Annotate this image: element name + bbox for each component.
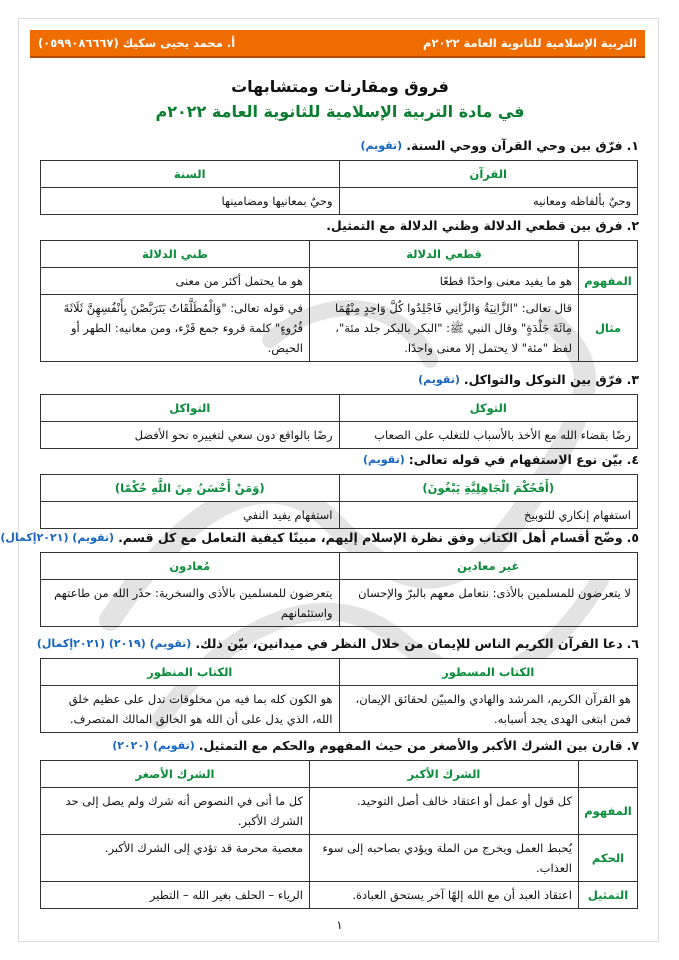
- question-text: فرّق بين التوكل والتواكل.: [463, 372, 623, 387]
- table-cell: كل قول أو عمل أو اعتقاد خالف أصل التوحيد.: [310, 788, 579, 835]
- header-author: أ. محمد يحيى سكيك (٠٥٩٩٠٨٦٦٦٧): [38, 36, 236, 50]
- column-header: التواكل: [41, 395, 340, 422]
- table-q6: [40, 658, 638, 733]
- table-cell: قال تعالى: "الزَّانِيَةُ وَالزَّانِي فَاجْلِدُوا كُلَّ وَاحِدٍ مِنْهُمَا مِائَةَ جَلْدَةٍ" وقال النبي ﷺ: "البكر بالبكر جلد مئة"، لفظ "مئة" لا يحتمل إلا معنى واحدًا.: [310, 295, 579, 362]
- question-number: ٤.: [626, 452, 639, 467]
- sub-title: في مادة التربية الإسلامية للثانوية العامة ٢٠٢٢م: [155, 102, 525, 121]
- table-cell: استفهام يفيد النفي: [41, 502, 340, 529]
- table-q2: [40, 240, 638, 362]
- column-header: مُعادون: [41, 553, 340, 580]
- row-label: المفهوم: [579, 788, 638, 835]
- question-number: ١.: [626, 138, 639, 153]
- question-7: [39, 738, 639, 753]
- table-cell: هو الكون كله بما فيه من مخلوقات تدل على عظيم خلق الله، الذي يدل على أن الله هو الخالق المالك المتصرف.: [41, 686, 340, 733]
- document-titles: [40, 74, 640, 124]
- table-cell: كل ما أتى في النصوص أنه شرك ولم يصل إلى حد الشرك الأكبر.: [41, 788, 310, 835]
- column-header: الكتاب المنظور: [41, 659, 340, 686]
- table-cell: يُحبط العمل ويخرج من الملة ويؤدي بصاحبه إلى سوء العذاب.: [310, 835, 579, 882]
- column-header: الشرك الأصغر: [41, 761, 310, 788]
- column-header: (أَفَحُكْمَ الْجَاهِلِيَّةِ يَبْغُونَ): [339, 475, 638, 502]
- question-text: دعا القرآن الكريم الناس للإيمان من خلال النظر في ميدانين، بيّن ذلك.: [195, 636, 623, 651]
- table-cell: هو القرآن الكريم، المرشد والهادي والمبيّن لحقائق الإيمان، فمن ابتغى الهدى يجد أسبابه.: [339, 686, 638, 733]
- empty-header: [579, 241, 638, 268]
- table-q3: [40, 394, 638, 449]
- table-cell: استفهام إنكاري للتوبيخ: [339, 502, 638, 529]
- row-label: الحكم: [579, 835, 638, 882]
- table-cell: لا يتعرضون للمسلمين بالأذى: نتعامل معهم بالبرّ والإحسان: [339, 580, 638, 627]
- question-text: وضّح أقسام أهل الكتاب وفق نظرة الإسلام إليهم، مبينًا كيفية التعامل مع كل قسم.: [118, 530, 623, 545]
- page-header: [30, 30, 645, 58]
- table-q1: [40, 160, 638, 215]
- table-cell: في قوله تعالى: "وَالْمُطَلَّقَاتُ يَتَرَبَّصْنَ بِأَنْفُسِهِنَّ ثَلَاثَةَ قُرُوءٍ" كلمة قروء جمع قَرْء، ومن معانيه: الطهر أو الحيض.: [41, 295, 310, 362]
- table-q5: [40, 552, 638, 627]
- table-cell: وحيٌ بألفاظه ومعانيه: [339, 188, 638, 215]
- question-5: [0, 530, 639, 545]
- question-4: [39, 452, 639, 467]
- question-number: ٥.: [626, 530, 639, 545]
- column-header: الشرك الأكبر: [310, 761, 579, 788]
- table-cell: يتعرضون للمسلمين بالأذى والسخرية: حذَر الله من طاعتهم واستئمانهم: [41, 580, 340, 627]
- table-cell: الرياء – الحلف بغير الله – التطير: [41, 882, 310, 909]
- row-label: المفهوم: [579, 268, 638, 295]
- question-tag: (تقويم): [362, 453, 405, 466]
- question-number: ٦.: [626, 636, 639, 651]
- table-cell: رضًا بقضاء الله مع الأخذ بالأسباب للتغلب على الصعاب: [339, 422, 638, 449]
- column-header: التوكل: [339, 395, 638, 422]
- header-course-title: التربية الإسلامية للثانوية العامة ٢٠٢٢م: [423, 36, 637, 50]
- question-tag: (تقويم) (٢٠٢١إكمال): [0, 531, 115, 544]
- column-header: (وَمَنْ أَحْسَنُ مِنَ اللَّهِ حُكْمًا): [41, 475, 340, 502]
- column-header: غير معادين: [339, 553, 638, 580]
- column-header: القرآن: [339, 161, 638, 188]
- question-tag: (تقويم) (٢٠١٩) (٢٠٢١إكمال): [36, 637, 192, 650]
- question-text: فرق بين قطعي الدلالة وظني الدلالة مع التمثيل.: [326, 218, 623, 233]
- main-title: فروق ومقارنات ومتشابهات: [231, 77, 449, 96]
- table-q7: [40, 760, 638, 909]
- table-cell: وحيٌ بمعانيها ومضامينها: [41, 188, 340, 215]
- question-text: فرّق بين وحي القرآن ووحي السنة.: [406, 138, 623, 153]
- question-tag: (تقويم): [418, 373, 460, 386]
- question-2: [39, 218, 639, 233]
- row-label: التمثيل: [579, 882, 638, 909]
- question-6: [36, 636, 639, 651]
- question-1: [39, 138, 639, 153]
- page-number: ١: [336, 918, 343, 932]
- table-cell: رضًا بالواقع دون سعي لتغييره نحو الأفضل: [41, 422, 340, 449]
- question-text: بيّن نوع الاستفهام في قوله تعالى:: [408, 452, 623, 467]
- table-cell: معصية محرمة قد تؤدي إلى الشرك الأكبر.: [41, 835, 310, 882]
- empty-header: [579, 761, 638, 788]
- table-cell: اعتقاد العبد أن مع الله إلهًا آخر يستحق العبادة.: [310, 882, 579, 909]
- table-cell: هو ما يحتمل أكثر من معنى: [41, 268, 310, 295]
- column-header: الكتاب المسطور: [339, 659, 638, 686]
- question-number: ٢.: [626, 218, 639, 233]
- question-number: ٧.: [626, 738, 639, 753]
- question-3: [39, 372, 639, 387]
- column-header: السنة: [41, 161, 340, 188]
- table-cell: هو ما يفيد معنى واحدًا قطعًا: [310, 268, 579, 295]
- question-tag: (تقويم): [360, 139, 403, 152]
- table-q4: [40, 474, 638, 529]
- question-tag: (تقويم) (٢٠٢٠): [112, 739, 195, 752]
- question-number: ٣.: [626, 372, 639, 387]
- column-header: قطعي الدلالة: [310, 241, 579, 268]
- question-text: قارن بين الشرك الأكبر والأصغر من حيث المفهوم والحكم مع التمثيل.: [198, 738, 623, 753]
- column-header: ظني الدلالة: [41, 241, 310, 268]
- row-label: مثال: [579, 295, 638, 362]
